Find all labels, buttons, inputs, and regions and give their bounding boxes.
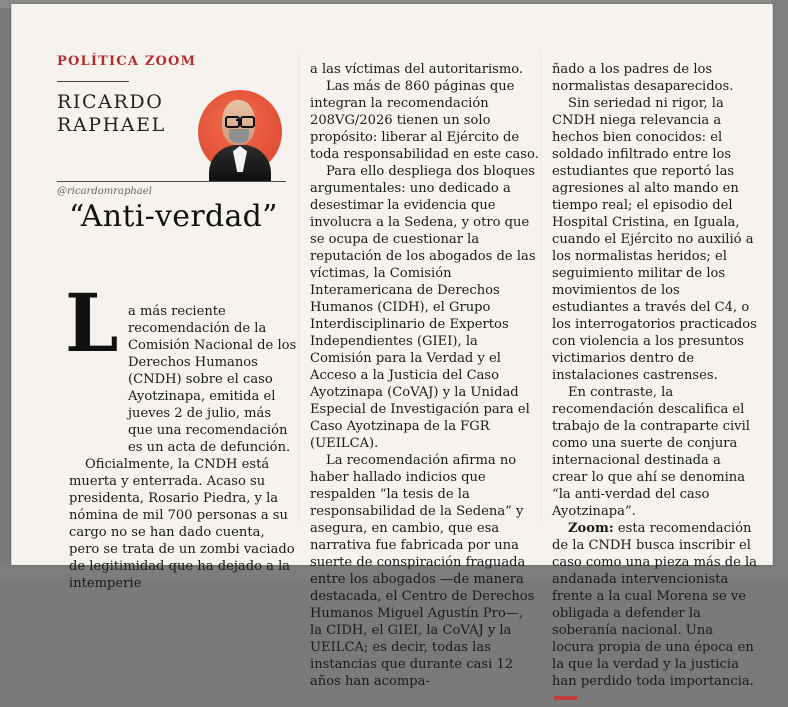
author-avatar [198,90,282,174]
newspaper-page [11,4,773,689]
avatar-glasses-right [240,116,255,128]
article-column-2 [310,61,539,690]
right-edge [771,0,788,579]
article-column-3 [552,61,759,707]
author-handle: @ricardomraphael [57,186,152,197]
avatar-glasses-left [225,116,240,128]
section-label: POLÍTICA ZOOM [57,54,197,69]
article-column-1 [69,303,298,592]
col3-paragraph-1: ñado a los padres de los normalistas desaparecidos. [552,62,734,94]
col3-paragraph-2: Sin seriedad ni rigor, la CNDH niega relevancia a hechos bien conocidos: el soldado infiltrado entre los estudiantes que reportó las agresiones al alto mando en tiempo real; el episodio del Hospital Cristina, en Iguala, cuando el Ejército no auxilió a los normalistas heridos; el seguimiento militar de los movimientos de los estudiantes a través del C4, o los interrogatorios practicados con violencia a los presuntos victimarios dentro de instalaciones castrenses. [552,96,757,383]
end-mark [554,696,577,700]
avatar-beard [229,129,249,143]
author-first-name: RICARDO [57,91,164,113]
col2-paragraph-1: a las víctimas del autoritarismo. [310,62,524,77]
col2-paragraph-2: Las más de 860 páginas que integran la recomendación 208VG/2026 tienen un solo propósito: liberar al Ejército de toda responsabilidad en este caso. [310,79,539,162]
col1-paragraph-2: Oficialmente, la CNDH está muerta y enterrada. Acaso su presidenta, Rosario Piedra, y la nómina de mil 700 personas a su cargo no se han dado cuenta, pero se trata de un zombi vaciado de legitimidad que ha dejado a la intemperie [69,457,295,591]
col2-paragraph-4: La recomendación afirma no haber hallado indicios que respalden “la tesis de la responsabilidad de la Sedena” y asegura, en cambio, que esa narrativa fue fabricada por una suerte de conspiración fraguada entre los abogados —de manera destacada, el Centro de Derechos Humanos Miguel Agustín Pro—, la CIDH, el GIEI, la CoVAJ y la UEILCA; es decir, todas las instancias que durante casi 12 años han acompa- [310,453,535,689]
handle-rule [57,181,286,182]
col3-paragraph-4 [552,520,759,707]
section-rule [57,81,129,82]
zoom-label: Zoom: [568,521,614,536]
column-divider-2 [540,52,541,522]
zoom-paragraph-text: esta recomendación de la CNDH busca inscribir el caso como una pieza más de la andanada intervencionista frente a la cual Morena se ve obligada a defender la soberanía nacional. Una locura propia de una época en la que la verdad y la justicia han perdido toda importancia. [552,521,757,689]
column-divider-1 [298,52,299,522]
author-last-name: RAPHAEL [57,114,166,136]
author-name [57,93,197,139]
dropcap: L [65,276,119,370]
article-headline: “Anti-verdad” [69,199,278,234]
col3-paragraph-3: En contraste, la recomendación descalifica el trabajo de la contraparte civil como una suerte de conjura internacional destinada a crear lo que ahí se denomina “la anti-verdad del caso Ayotzinapa”. [552,385,750,519]
col2-paragraph-3: Para ello despliega dos bloques argumentales: uno dedicado a desestimar la evidencia que involucra a la Sedena, y otro que se ocupa de cuestionar la reputación de los abogados de las víctimas, la Comisión Interamericana de Derechos Humanos (CIDH), el Grupo Interdisciplinario de Expertos Independientes (GIEI), la Comisión para la Verdad y el Acceso a la Justicia del Caso Ayotzinapa (CoVAJ) y la Unidad Especial de Investigación para el Caso Ayotzinapa de la FGR (UEILCA). [310,164,536,451]
col1-lead-paragraph: a más reciente recomendación de la Comisión Nacional de los Derechos Humanos (CNDH) sobre el caso Ayotzinapa, emitida el jueves 2 de julio, más que una recomendación es un acta de defunción. [128,304,297,455]
